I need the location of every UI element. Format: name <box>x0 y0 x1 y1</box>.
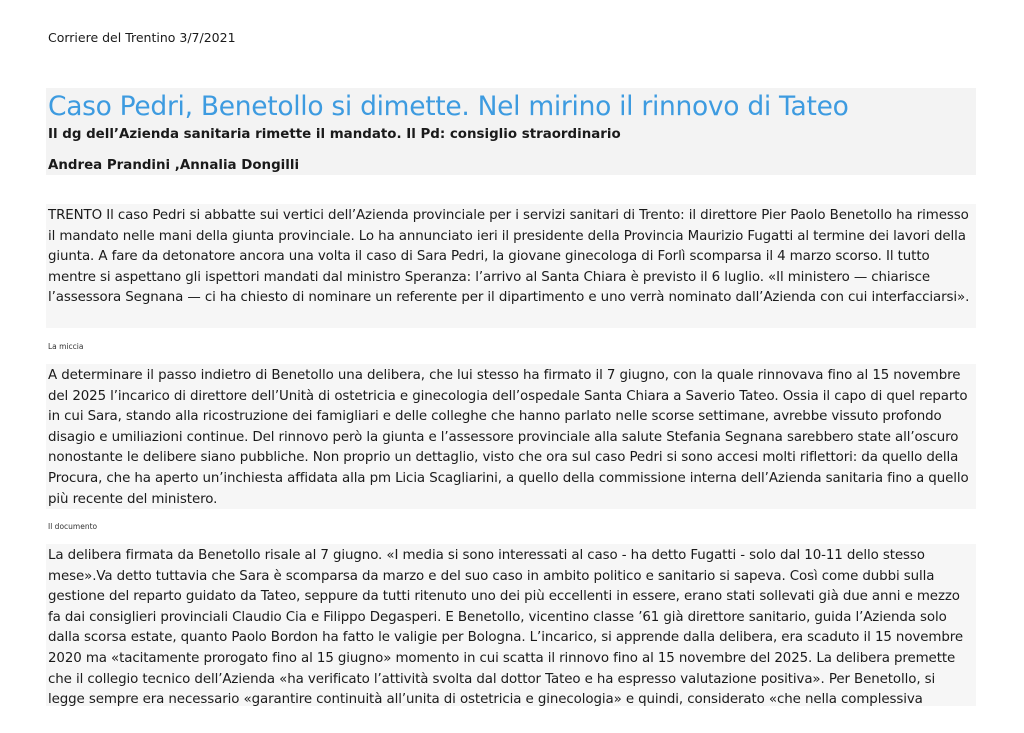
article-paragraph-2: A determinare il passo indietro di Benetollo una delibera, che lui stesso ha firmato il 7 giugno, con la quale rinnovava fino al 15 novembre del 2025 l’incarico di direttore dell’Unità di ostetricia e ginecologia dell’ospedale Santa Chiara a Saverio Tateo. Ossia il capo di quel reparto in cui Sara, stando alla ricostruzione dei famigliari e delle colleghe che hanno parlato nelle scorse settimane, avrebbe vissuto profondo disagio e umiliazioni continue. Del rinnovo però la giunta e l’assessore provinciale alla salute Stefania Segnana sarebbero state all’oscuro nonostante le delibere siano pubbliche. Non proprio un dettaglio, visto che ora sul caso Pedri si sono accesi molti riflettori: da quello della Procura, che ha aperto un’inchiesta affidata alla pm Licia Scagliarini, a quello della commissione interna dell’Azienda sanitaria fino a quello più recente del ministero. <box>46 364 976 509</box>
section-label-la-miccia: La miccia <box>48 342 84 351</box>
article-headline: Caso Pedri, Benetollo si dimette. Nel mirino il rinnovo di Tateo <box>48 91 849 122</box>
section-label-il-documento: Il documento <box>48 522 98 531</box>
article-paragraph-1: TRENTO Il caso Pedri si abbatte sui vertici dell’Azienda provinciale per i servizi sanitari di Trento: il direttore Pier Paolo Benetollo ha rimesso il mandato nelle mani della giunta provinciale. Lo ha annunciato ieri il presidente della Provincia Maurizio Fugatti al termine dei lavori della giunta. A fare da detonatore ancora una volta il caso di Sara Pedri, la giovane ginecologa di Forlì scomparsa il 4 marzo scorso. Il tutto mentre si aspettano gli ispettori mandati dal ministro Speranza: l’arrivo al Santa Chiara è previsto il 6 luglio. «Il ministero — chiarisce l’assessora Segnana — ci ha chiesto di nominare un referente per il dipartimento e uno verrà nominato dall’Azienda con cui interfacciarsi». <box>46 204 976 328</box>
article-paragraph-3: La delibera firmata da Benetollo risale al 7 giugno. «I media si sono interessati al caso - ha detto Fugatti - solo dal 10-11 dello stesso mese».Va detto tuttavia che Sara è scomparsa da marzo e del suo caso in ambito politico e sanitario si sapeva. Così come dubbi sulla gestione del reparto guidato da Tateo, seppure da tutti ritenuto uno dei più eccellenti in essere, erano stati sollevati già due anni e mezzo fa dai consiglieri provinciali Claudio Cia e Filippo Degasperi. E Benetollo, vicentino classe ’61 già direttore sanitario, guida l’Azienda solo dalla scorsa estate, quanto Paolo Bordon ha fatto le valigie per Bologna. L’incarico, si apprende dalla delibera, era scaduto il 15 novembre 2020 ma «tacitamente prorogato fino al 15 giugno» momento in cui scatta il rinnovo fino al 15 novembre del 2025. La delibera premette che il collegio tecnico dell’Azienda «ha verificato l’attività svolta dal dottor Tateo e ha espresso valutazione positiva». Per Benetollo, si legge sempre era necessario «garantire continuità all’unita di ostetricia e ginecologia» e quindi, considerato «che nella complessiva <box>46 544 976 706</box>
article-subheadline: Il dg dell’Azienda sanitaria rimette il mandato. Il Pd: consiglio straordinario <box>48 127 621 142</box>
article-authors: Andrea Prandini ,Annalia Dongilli <box>48 158 300 173</box>
source-line: Corriere del Trentino 3/7/2021 <box>48 30 236 45</box>
